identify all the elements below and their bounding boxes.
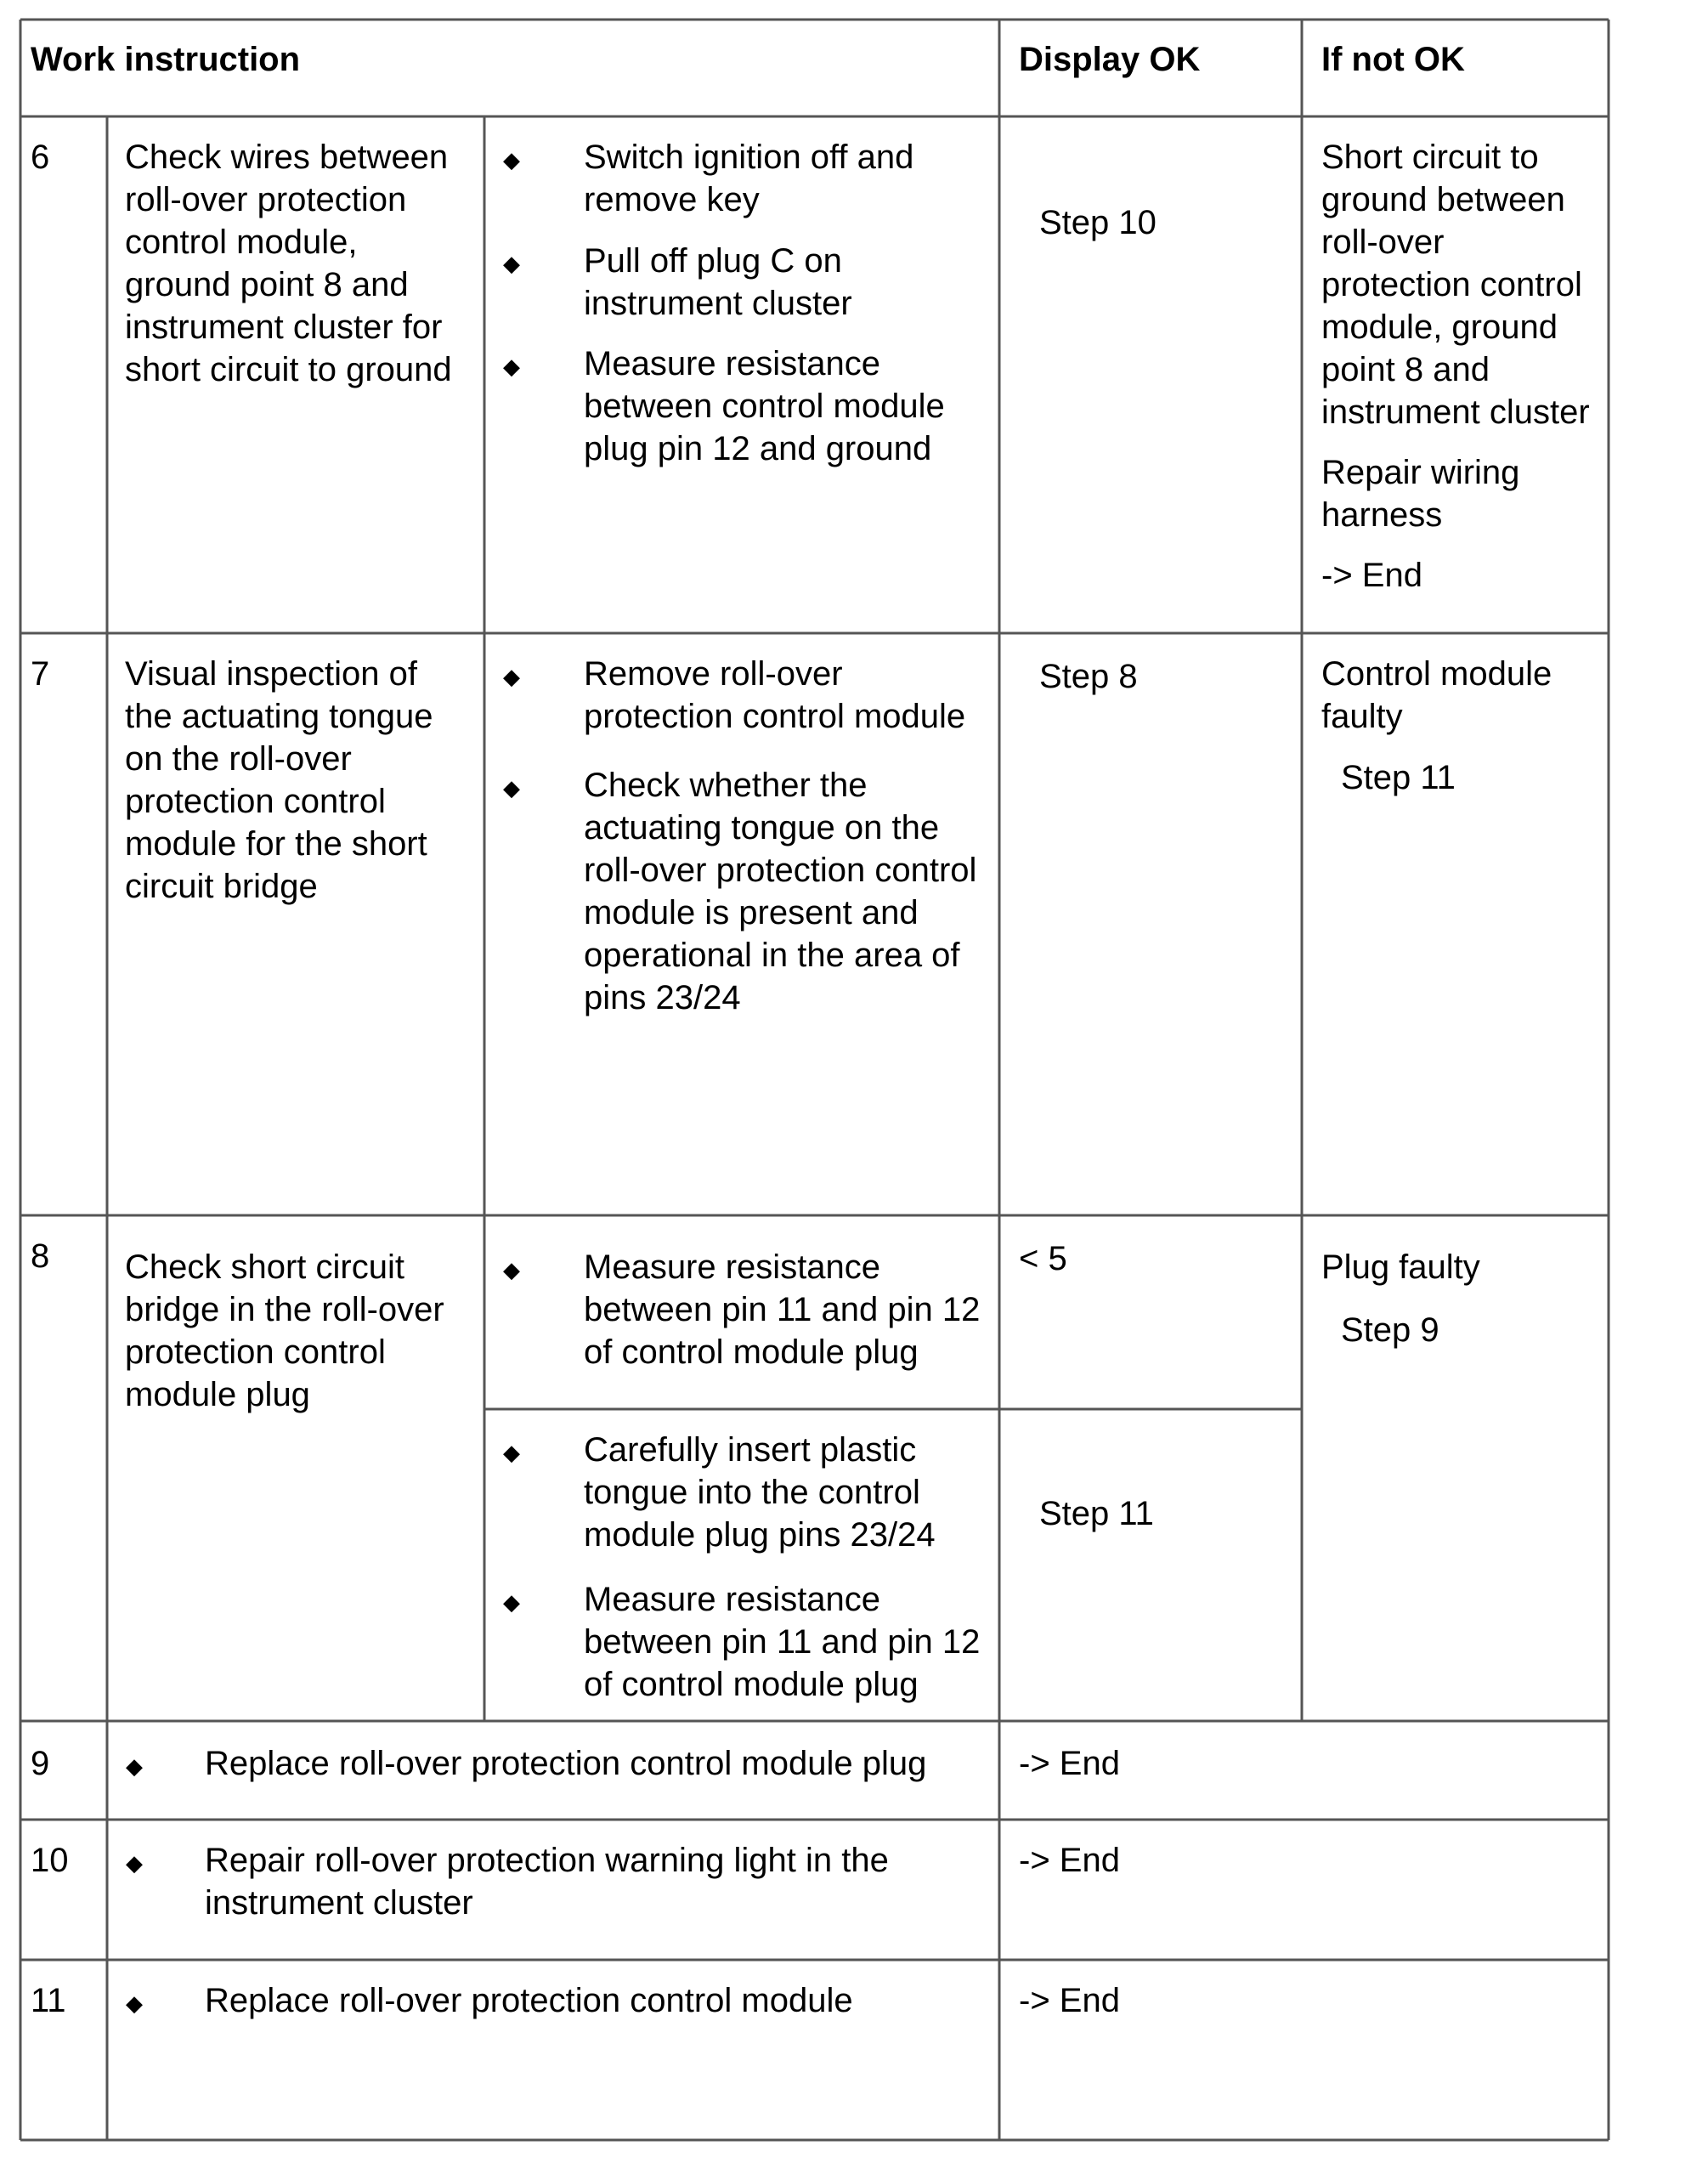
task-description: Check wires between roll-over protection control module, ground point 8 and instrument cluster for short circuit to ground xyxy=(125,139,452,388)
not-ok-next: -> End xyxy=(1321,557,1422,594)
action-item: Measure resistance between pin 11 and pin 12 of control module plug xyxy=(584,1248,981,1371)
step-number: 6 xyxy=(31,139,50,176)
action-item: Switch ignition off and remove key xyxy=(584,139,914,218)
not-ok-remedy: Repair wiring harness xyxy=(1321,454,1520,534)
action-item: Replace roll-over protection control module plug xyxy=(205,1745,927,1782)
result-value: -> End xyxy=(1019,1745,1120,1782)
action-item: Replace roll-over protection control module xyxy=(205,1982,853,2019)
display-ok-value: < 5 xyxy=(1019,1240,1067,1277)
action-item: Check whether the actuating tongue on the roll-over protection control module is present and operational in the area of pins 23/24 xyxy=(584,767,977,1016)
bullet-icon: ◆ xyxy=(503,1589,520,1615)
task-description: Check short circuit bridge in the roll-over protection control module plug xyxy=(125,1248,444,1413)
not-ok-diagnosis: Control module faulty xyxy=(1321,655,1552,735)
step-number: 7 xyxy=(31,655,50,693)
step-number: 9 xyxy=(31,1745,50,1782)
display-ok-value: Step 10 xyxy=(1039,204,1157,241)
display-ok-value: Step 11 xyxy=(1039,1495,1154,1532)
step-number: 11 xyxy=(31,1982,66,2019)
step-number: 8 xyxy=(31,1237,50,1275)
display-ok-value: Step 8 xyxy=(1039,658,1138,695)
action-item: Carefully insert plastic tongue into the control module plug pins 23/24 xyxy=(584,1431,936,1554)
result-value: -> End xyxy=(1019,1982,1120,2019)
step-number: 10 xyxy=(31,1842,69,1879)
header-display-ok: Display OK xyxy=(1019,41,1201,78)
not-ok-diagnosis: Short circuit to ground between roll-over protection control module, ground point 8 and instrument cluster xyxy=(1321,139,1590,431)
header-work-instruction: Work instruction xyxy=(31,41,301,78)
bullet-icon: ◆ xyxy=(503,1257,520,1282)
not-ok-next: Step 9 xyxy=(1341,1311,1439,1349)
not-ok-diagnosis: Plug faulty xyxy=(1321,1248,1480,1286)
task-description: Visual inspection of the actuating tongue on the roll-over protection control module for the short circuit bridge xyxy=(125,655,433,905)
not-ok-next: Step 11 xyxy=(1341,759,1456,796)
header-if-not-ok: If not OK xyxy=(1321,41,1465,78)
bullet-icon: ◆ xyxy=(503,775,520,801)
bullet-icon: ◆ xyxy=(503,251,520,276)
action-item: Remove roll-over protection control module xyxy=(584,655,966,735)
bullet-icon: ◆ xyxy=(126,1850,143,1876)
bullet-icon: ◆ xyxy=(126,1753,143,1779)
action-item: Repair roll-over protection warning light in the instrument cluster xyxy=(205,1842,889,1922)
bullet-icon: ◆ xyxy=(126,1990,143,2016)
action-item: Pull off plug C on instrument cluster xyxy=(584,242,852,322)
action-item: Measure resistance between control module plug pin 12 and ground xyxy=(584,345,945,467)
bullet-icon: ◆ xyxy=(503,664,520,689)
action-item: Measure resistance between pin 11 and pin 12 of control module plug xyxy=(584,1581,981,1703)
bullet-icon: ◆ xyxy=(503,147,520,173)
bullet-icon: ◆ xyxy=(503,1440,520,1465)
result-value: -> End xyxy=(1019,1842,1120,1879)
bullet-icon: ◆ xyxy=(503,354,520,379)
